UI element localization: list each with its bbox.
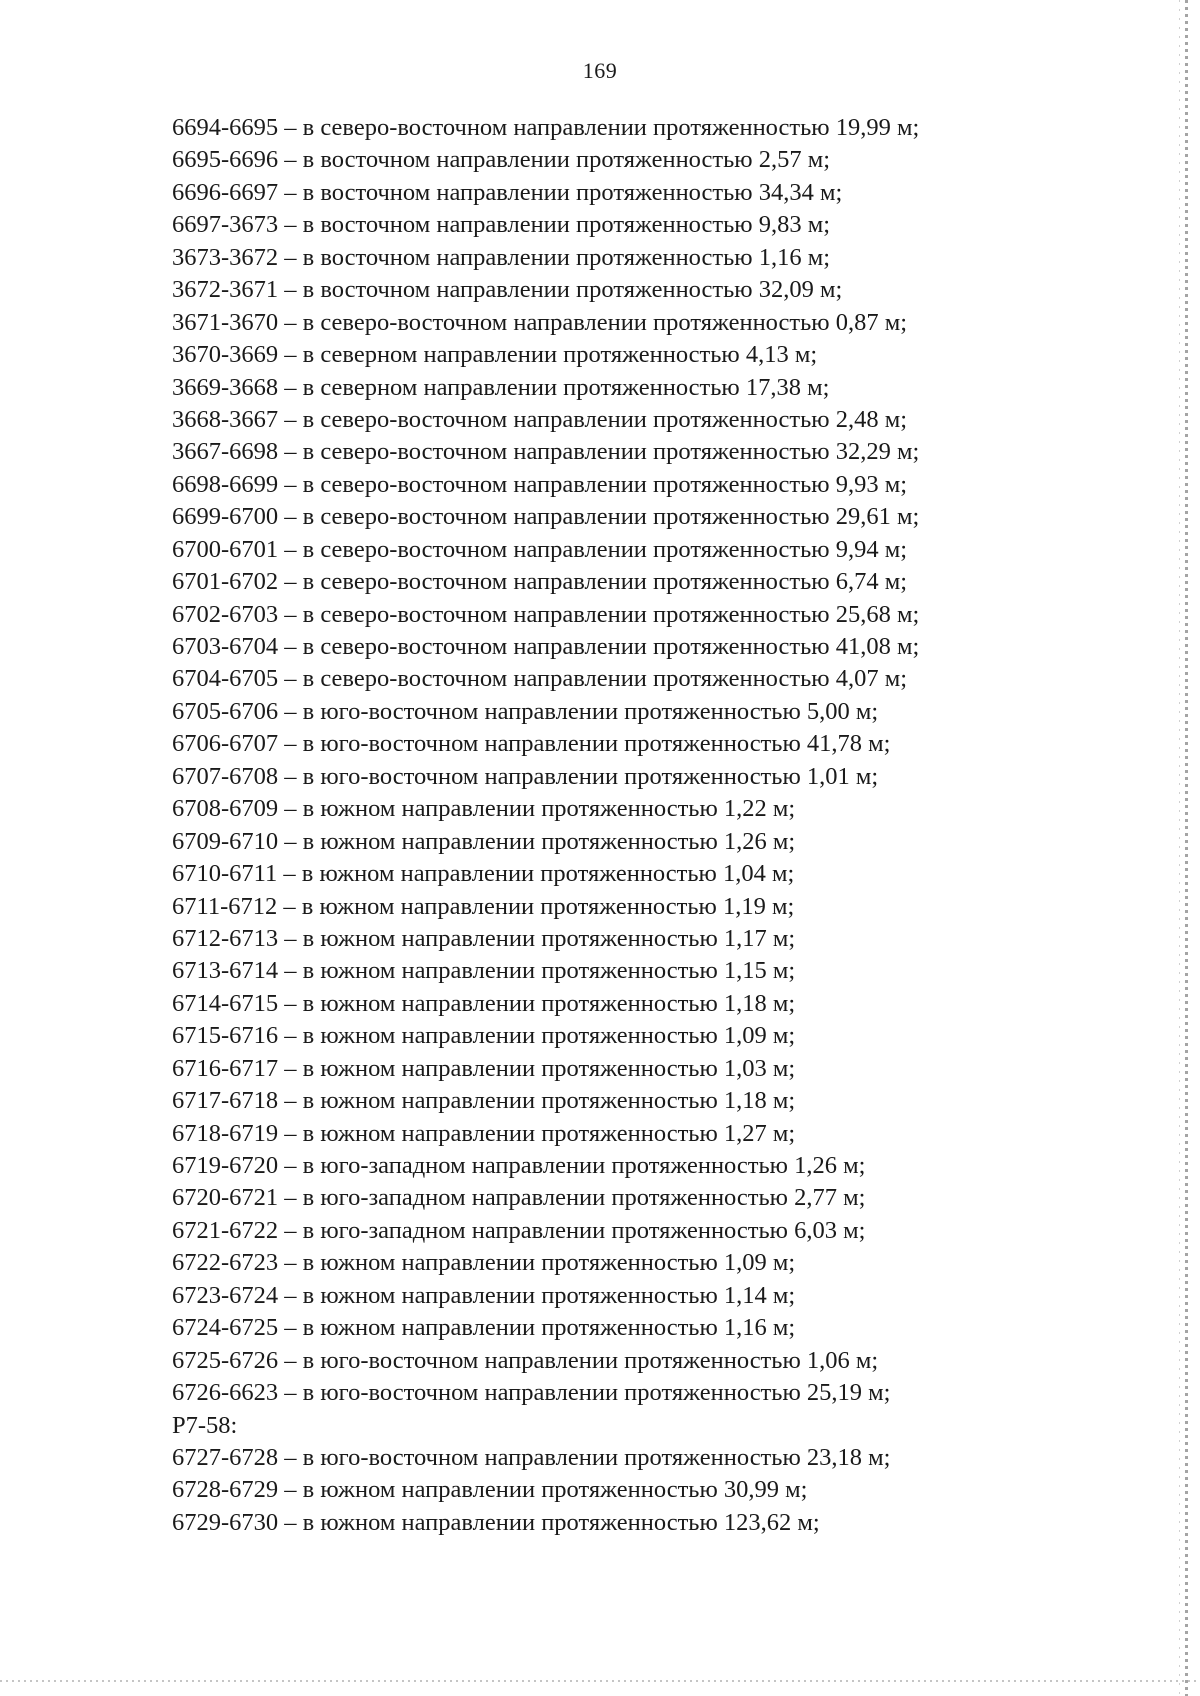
boundary-segment-line: 6717-6718 – в южном направлении протяженностью 1,18 м; [172,1087,796,1115]
boundary-segment-line: 6716-6717 – в южном направлении протяженностью 1,03 м; [172,1054,796,1082]
boundary-segment-line: 6709-6710 – в южном направлении протяженностью 1,26 м; [172,827,796,855]
boundary-segment-line: 6707-6708 – в юго-восточном направлении протяженностью 1,01 м; [172,762,879,790]
boundary-segment-line: 6710-6711 – в южном направлении протяженностью 1,04 м; [172,860,795,888]
boundary-segment-line: 3670-3669 – в северном направлении протяженностью 4,13 м; [172,341,818,369]
boundary-segment-line: 6697-3673 – в восточном направлении протяженностью 9,83 м; [172,211,831,239]
boundary-segment-line: 6720-6721 – в юго-западном направлении протяженностью 2,77 м; [172,1184,866,1212]
boundary-segment-line: 6712-6713 – в южном направлении протяженностью 1,17 м; [172,924,796,952]
boundary-segment-line: 6722-6723 – в южном направлении протяженностью 1,09 м; [172,1249,796,1277]
boundary-segment-line: 3668-3667 – в северо-восточном направлении протяженностью 2,48 м; [172,405,908,433]
scan-edge-right [1185,0,1188,1696]
boundary-segment-line: 6698-6699 – в северо-восточном направлении протяженностью 9,93 м; [172,470,908,498]
boundary-segment-line: 6702-6703 – в северо-восточном направлении протяженностью 25,68 м; [172,600,920,628]
boundary-segment-line: 6708-6709 – в южном направлении протяженностью 1,22 м; [172,795,796,823]
boundary-segment-line: 6699-6700 – в северо-восточном направлении протяженностью 29,61 м; [172,503,920,531]
boundary-segment-line: 6696-6697 – в восточном направлении протяженностью 34,34 м; [172,178,843,206]
page-number: 169 [582,58,618,83]
scan-edge-bottom [0,1680,1200,1682]
boundary-segment-line: 6695-6696 – в восточном направлении протяженностью 2,57 м; [172,146,831,174]
boundary-segment-line: 6701-6702 – в северо-восточном направлении протяженностью 6,74 м; [172,568,908,596]
boundary-segment-line: 6721-6722 – в юго-западном направлении протяженностью 6,03 м; [172,1216,866,1244]
boundary-segment-line: 6715-6716 – в южном направлении протяженностью 1,09 м; [172,1022,796,1050]
boundary-segment-line: 6728-6729 – в южном направлении протяженностью 30,99 м; [172,1476,808,1504]
boundary-segment-line: 3671-3670 – в северо-восточном направлении протяженностью 0,87 м; [172,308,908,336]
boundary-segment-line: 6706-6707 – в юго-восточном направлении протяженностью 41,78 м; [172,730,891,758]
boundary-segment-line: 6729-6730 – в южном направлении протяженностью 123,62 м; [172,1508,820,1536]
boundary-segment-line: 6714-6715 – в южном направлении протяженностью 1,18 м; [172,989,796,1017]
boundary-segment-line: 6719-6720 – в юго-западном направлении протяженностью 1,26 м; [172,1152,866,1179]
boundary-segment-line: 6724-6725 – в южном направлении протяженностью 1,16 м; [172,1314,796,1342]
boundary-segment-line: 6718-6719 – в южном направлении протяженностью 1,27 м; [172,1119,796,1147]
boundary-segment-line: 3673-3672 – в восточном направлении протяженностью 1,16 м; [172,243,831,271]
boundary-segment-line: 6711-6712 – в южном направлении протяженностью 1,19 м; [172,892,795,920]
boundary-segment-line: 6694-6695 – в северо-восточном направлении протяженностью 19,99 м; [172,114,920,141]
boundary-segment-line: 6725-6726 – в юго-восточном направлении протяженностью 1,06 м; [172,1346,879,1374]
boundary-segment-line: 6705-6706 – в юго-восточном направлении протяженностью 5,00 м; [172,697,879,725]
boundary-segment-line: 6700-6701 – в северо-восточном направлении протяженностью 9,94 м; [172,535,908,563]
section-heading-p7-58: Р7-58: [172,1411,238,1439]
boundary-description-list [172,112,1072,1539]
boundary-segment-line: 3667-6698 – в северо-восточном направлении протяженностью 32,29 м; [172,438,920,466]
boundary-segment-line: 6703-6704 – в северо-восточном направлении протяженностью 41,08 м; [172,633,920,660]
boundary-segment-line: 6704-6705 – в северо-восточном направлении протяженностью 4,07 м; [172,665,908,693]
boundary-segment-line: 6723-6724 – в южном направлении протяженностью 1,14 м; [172,1281,796,1309]
boundary-segment-line: 3669-3668 – в северном направлении протяженностью 17,38 м; [172,373,830,401]
boundary-segment-line: 3672-3671 – в восточном направлении протяженностью 32,09 м; [172,276,843,304]
boundary-segment-line: 6726-6623 – в юго-восточном направлении протяженностью 25,19 м; [172,1379,891,1407]
boundary-segment-line: 6727-6728 – в юго-восточном направлении протяженностью 23,18 м; [172,1443,891,1471]
scan-edge-right-inner [1179,0,1180,1696]
boundary-segment-line: 6713-6714 – в южном направлении протяженностью 1,15 м; [172,957,796,985]
